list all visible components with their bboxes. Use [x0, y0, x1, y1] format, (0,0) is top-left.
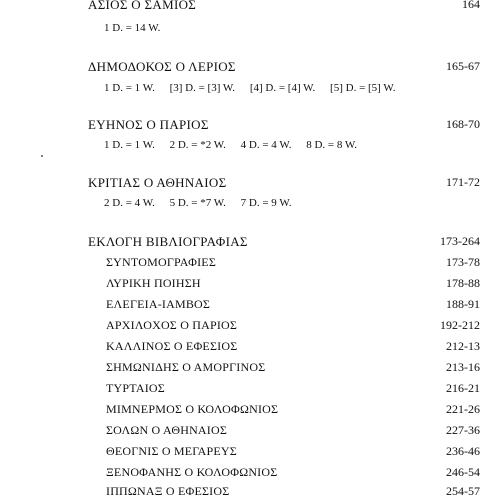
concordance-item: [3] D. = [3] W.	[169, 82, 236, 94]
toc-entry-title: ΕΥΗΝΟΣ Ο ΠΑΡΙΟΣ	[88, 117, 209, 132]
concordance-item: 2 D. = 4 W.	[104, 197, 155, 209]
bibliography-item-title: ΛΥΡΙΚΗ ΠΟΙΗΣΗ	[106, 276, 201, 290]
concordance-item: 4 D. = 4 W.	[240, 139, 292, 151]
bibliography-item-title: ΚΑΛΛΙΝΟΣ Ο ΕΦΕΣΙΟΣ	[106, 339, 238, 353]
bibliography-item	[0, 444, 500, 460]
toc-entry-pages: 165-67	[446, 59, 480, 73]
concordance-line	[104, 82, 408, 94]
bibliography-item-title: ΣΗΜΩΝΙΔΗΣ Ο ΑΜΟΡΓΙΝΟΣ	[106, 360, 266, 374]
bibliography-item-pages: 192-212	[440, 318, 480, 332]
toc-entry-pages: 173-264	[440, 234, 480, 248]
bibliography-item-pages: 173-78	[446, 255, 480, 269]
concordance-item: [4] D. = [4] W.	[249, 82, 316, 94]
bibliography-item-pages: 212-13	[446, 339, 480, 353]
bibliography-item	[0, 402, 500, 418]
toc-entry-kritias	[0, 175, 500, 191]
toc-entry-pages: 164	[462, 0, 480, 11]
bibliography-item-title: ΑΡΧΙΛΟΧΟΣ Ο ΠΑΡΙΟΣ	[106, 318, 238, 332]
concordance-item: [5] D. = [5] W.	[330, 82, 396, 94]
toc-entry-pages: 168-70	[446, 117, 480, 131]
toc-entry-bibliography	[0, 234, 500, 250]
bibliography-item-pages: 246-54	[446, 465, 480, 479]
bibliography-item-pages: 188-91	[446, 297, 480, 311]
bibliography-item-title: ΣΥΝΤΟΜΟΓΡΑΦΙΕΣ	[106, 255, 217, 269]
bibliography-item-pages: 236-46	[446, 444, 480, 458]
concordance-line	[104, 197, 303, 209]
bibliography-item-pages: 221-26	[446, 402, 480, 416]
paper-speck	[41, 155, 43, 157]
bibliography-item	[0, 297, 500, 313]
bibliography-item	[0, 381, 500, 397]
concordance-item: 5 D. = *7 W.	[169, 197, 226, 209]
toc-entry-asios	[0, 0, 500, 16]
concordance-item: 1 D. = 1 W.	[104, 82, 155, 94]
bibliography-item	[0, 465, 500, 481]
concordance-item: 8 D. = 8 W.	[306, 139, 358, 151]
bibliography-item-title: ΕΛΕΓΕΙΑ-ΙΑΜΒΟΣ	[106, 297, 211, 311]
concordance-item: 1 D. = 1 W.	[104, 139, 155, 151]
bibliography-item-title: ΞΕΝΟΦΑΝΗΣ Ο ΚΟΛΟΦΩΝΙΟΣ	[106, 465, 278, 479]
bibliography-item-pages: 254-57	[446, 484, 480, 498]
toc-entry-title: ΚΡΙΤΙΑΣ Ο ΑΘΗΝΑΙΟΣ	[88, 175, 227, 190]
bibliography-item-title: ΤΥΡΤΑΙΟΣ	[106, 381, 165, 395]
toc-entry-title: ΔΗΜΟΔΟΚΟΣ Ο ΛΕΡΙΟΣ	[88, 59, 236, 74]
bibliography-item	[0, 255, 500, 271]
concordance-item: 2 D. = *2 W.	[169, 139, 226, 151]
concordance-line	[104, 139, 369, 151]
concordance-line	[104, 22, 172, 34]
bibliography-item	[0, 423, 500, 439]
bibliography-item-title: ΘΕΟΓΝΙΣ Ο ΜΕΓΑΡΕΥΣ	[106, 444, 237, 458]
bibliography-item	[0, 360, 500, 376]
bibliography-item-pages: 178-88	[446, 276, 480, 290]
bibliography-item-pages: 213-16	[446, 360, 480, 374]
bibliography-item	[0, 318, 500, 334]
concordance-item: 7 D. = 9 W.	[240, 197, 292, 209]
concordance-item: 1 D. = 14 W.	[104, 22, 161, 34]
toc-entry-title: ΕΚΛΟΓΗ ΒΙΒΛΙΟΓΡΑΦΙΑΣ	[88, 234, 248, 249]
bibliography-item	[0, 339, 500, 355]
toc-entry-title: ΑΣΙΟΣ Ο ΣΑΜΙΟΣ	[88, 0, 197, 12]
bibliography-item-pages: 216-21	[446, 381, 480, 395]
bibliography-item-title: ΙΠΠΩΝΑΞ Ο ΕΦΕΣΙΟΣ	[106, 484, 230, 498]
bibliography-item	[0, 276, 500, 292]
bibliography-item-pages: 227-36	[446, 423, 480, 437]
toc-entry-pages: 171-72	[446, 175, 480, 189]
bibliography-item-title: ΣΟΛΩΝ Ο ΑΘΗΝΑΙΟΣ	[106, 423, 228, 437]
toc-entry-demodokos	[0, 59, 500, 75]
bibliography-item-title: ΜΙΜΝΕΡΜΟΣ Ο ΚΟΛΟΦΩΝΙΟΣ	[106, 402, 279, 416]
bibliography-item	[0, 484, 500, 500]
toc-entry-euenos	[0, 117, 500, 133]
